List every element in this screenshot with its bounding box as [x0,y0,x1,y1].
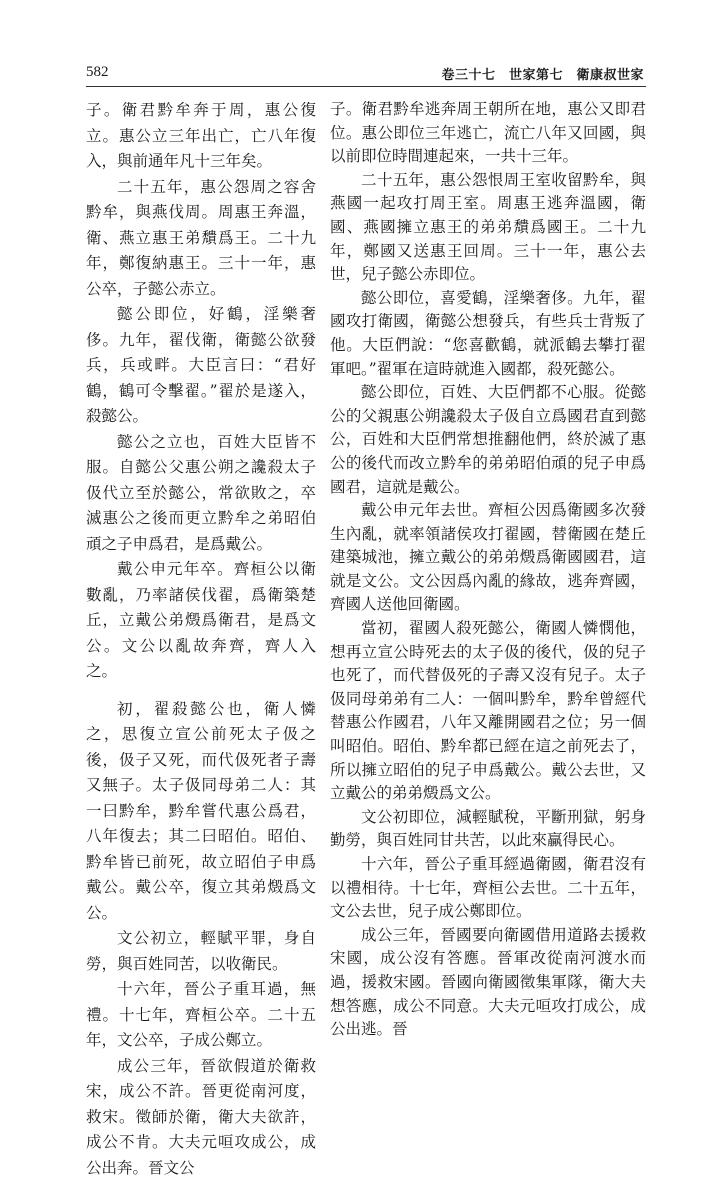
original-text-paragraph: 文公初立，輕賦平罪，身自勞，與百姓同苦，以收衛民。 [86,926,316,977]
translation-paragraph: 子。衛君黔牟逃奔周王朝所在地，惠公又即君位。惠公即位三年逃亡，流亡八年又回國，與以前即位時間連起來，一共十三年。 [330,98,646,169]
original-text-paragraph: 懿公之立也，百姓大臣皆不服。自懿公父惠公朔之讒殺太子伋代立至於懿公，常欲敗之，卒滅惠公之後而更立黔牟之弟昭伯頑之子申爲君，是爲戴公。 [86,430,316,558]
page-number: 582 [86,64,109,81]
original-text-paragraph: 戴公申元年卒。齊桓公以衛數亂，乃率諸侯伐翟，爲衛築楚丘，立戴公弟燬爲衛君，是爲文公。文公以亂故奔齊，齊人入之。 [86,557,316,685]
translation-paragraph: 當初，翟國人殺死懿公，衛國人憐憫他，想再立宣公時死去的太子伋的後代，伋的兒子也死了，而代替伋死的子壽又沒有兒子。太子伋同母弟弟有二人：一個叫黔牟，黔牟曾經代替惠公作國君，八年又離開國君之位；另一個叫昭伯。昭伯、黔牟都已經在這之前死去了，所以擁立昭伯的兒子申爲戴公。戴公去世，又立戴公的弟弟燬爲文公。 [330,617,646,806]
translation-paragraph: 戴公申元年去世。齊桓公因爲衛國多次發生內亂，就率領諸侯攻打翟國，替衛國在楚丘建築城池，擁立戴公的弟弟燬爲衛國國君，這就是文公。文公因爲內亂的緣故，逃奔齊國，齊國人送他回衛國。 [330,499,646,617]
translation-paragraph: 文公初即位，減輕賦稅，平斷刑獄，躬身勤勞，與百姓同甘共苦，以此來贏得民心。 [330,806,646,853]
page-header [86,62,646,87]
original-text-paragraph: 子。衛君黔牟奔于周，惠公復立。惠公立三年出亡，亡八年復入，與前通年凡十三年矣。 [86,98,316,175]
original-text-paragraph: 成公三年，晉欲假道於衛救宋，成公不許。晉更從南河度，救宋。徵師於衛，衛大夫欲許，成公不肯。大夫元咺攻成公，成公出奔。晉文公 [86,1054,316,1181]
translation-paragraph: 二十五年，惠公怨恨周王室收留黔牟，與燕國一起攻打周王室。周惠王逃奔溫國，衛國、燕國擁立惠王的弟弟穨爲國王。二十九年，鄭國又送惠王回周。三十一年，惠公去世，兒子懿公赤即位。 [330,169,646,287]
original-text-column [86,98,316,1181]
running-head: 卷三十七 世家第七 衛康叔世家 [441,64,644,83]
translation-column [330,98,646,1042]
original-text-paragraph: 十六年，晉公子重耳過，無禮。十七年，齊桓公卒。二十五年，文公卒，子成公鄭立。 [86,977,316,1054]
translation-paragraph: 懿公即位，喜愛鶴，淫樂奢侈。九年，翟國攻打衛國，衛懿公想發兵，有些兵士背叛了他。大臣們說：“您喜歡鶴，就派鶴去攀打翟軍吧。”翟軍在這時就進入國都，殺死懿公。 [330,287,646,381]
translation-paragraph: 十六年，晉公子重耳經過衛國，衛君沒有以禮相待。十七年，齊桓公去世。二十五年，文公去世，兒子成公鄭即位。 [330,853,646,924]
translation-paragraph: 成公三年，晉國要向衛國借用道路去援救宋國，成公沒有答應。晉軍改從南河渡水而過，援救宋國。晉國向衛國徵集軍隊，衛大夫想答應，成公不同意。大夫元咺攻打成公，成公出逃。晉 [330,924,646,1042]
translation-paragraph: 懿公即位，百姓、大臣們都不心服。從懿公的父親惠公朔讒殺太子伋自立爲國君直到懿公，百姓和大臣們常想推翻他們，終於滅了惠公的後代而改立黔牟的弟弟昭伯頑的兒子申爲國君，這就是戴公。 [330,381,646,499]
original-text-paragraph: 初，翟殺懿公也，衛人憐之，思復立宣公前死太子伋之後，伋子又死，而代伋死者子壽又無子。太子伋同母弟二人：其一曰黔牟，黔牟嘗代惠公爲君，八年復去；其二曰昭伯。昭伯、黔牟皆已前死，故立昭伯子申爲戴公。戴公卒，復立其弟燬爲文公。 [86,697,316,927]
original-text-paragraph: 懿公即位，好鶴，淫樂奢侈。九年，翟伐衛，衛懿公欲發兵，兵或畔。大臣言曰：“君好鶴，鶴可令擊翟。”翟於是遂入，殺懿公。 [86,302,316,430]
original-text-paragraph: 二十五年，惠公怨周之容舍黔牟，與燕伐周。周惠王奔溫，衛、燕立惠王弟穨爲王。二十九年，鄭復納惠王。三十一年，惠公卒，子懿公赤立。 [86,175,316,303]
